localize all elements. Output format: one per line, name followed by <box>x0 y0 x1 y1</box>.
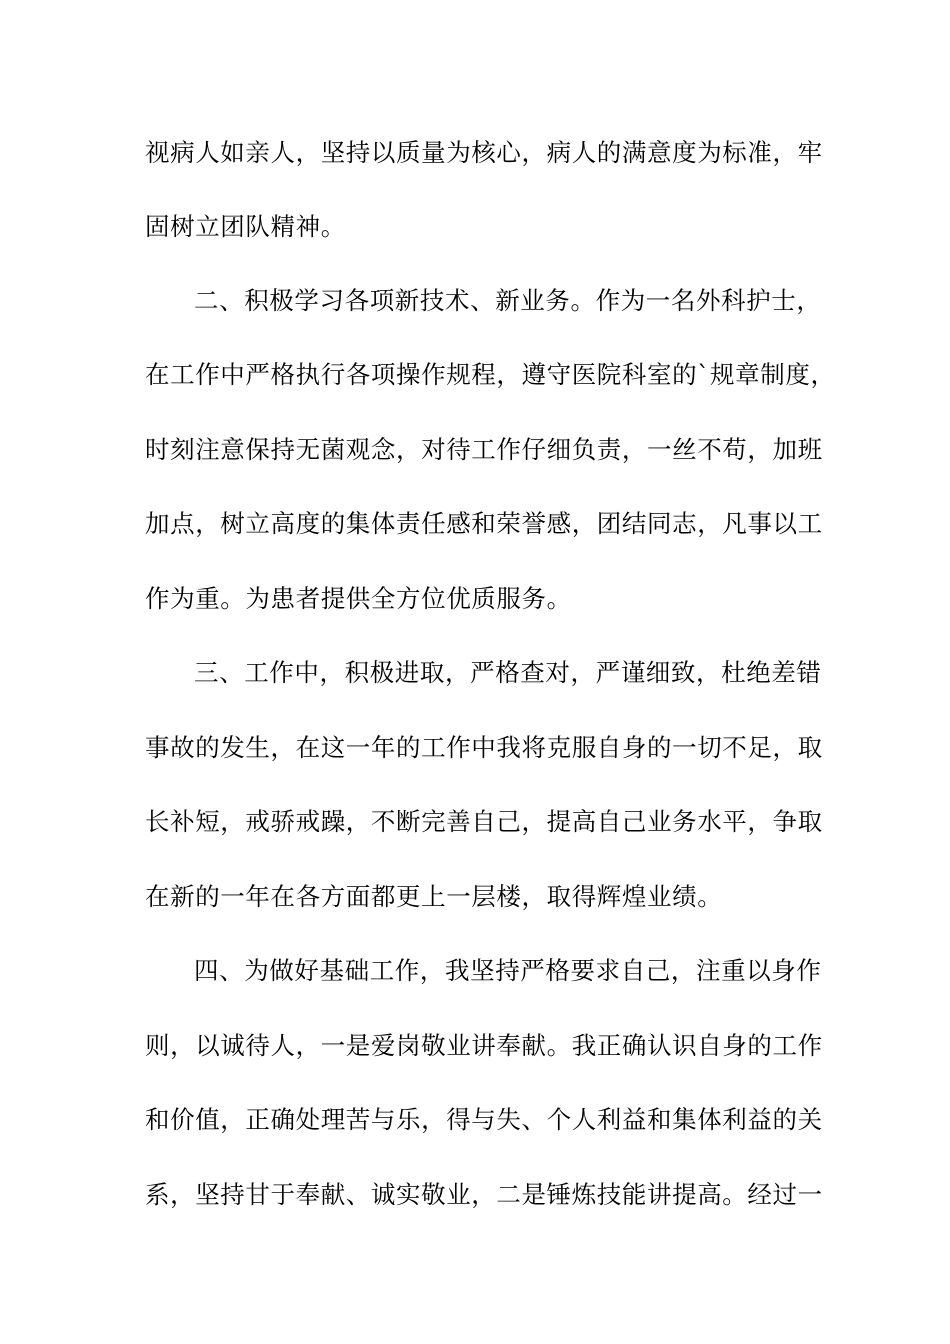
text-line: 加点，树立高度的集体责任感和荣誉感，团结同志，凡事以工 <box>145 509 823 538</box>
text-line: 时刻注意保持无菌观念，对待工作仔细负责，一丝不苟，加班 <box>145 435 823 464</box>
text-line: 事故的发生，在这一年的工作中我将克服自身的一切不足，取 <box>145 733 823 762</box>
text-line: 系，坚持甘于奉献、诚实敬业，二是锤炼技能讲提高。经过一 <box>145 1180 823 1209</box>
text-line: 作为重。为患者提供全方位优质服务。 <box>145 584 572 613</box>
text-line: 在工作中严格执行各项操作规程，遵守医院科室的`规章制度， <box>145 360 836 389</box>
text-line: 和价值，正确处理苦与乐，得与失、个人利益和集体利益的关 <box>145 1105 823 1134</box>
text-line: 长补短，戒骄戒躁，不断完善自己，提高自己业务水平，争取 <box>145 807 823 836</box>
text-line: 视病人如亲人，坚持以质量为核心，病人的满意度为标准，牢 <box>145 138 823 167</box>
paragraph-start-line: 四、为做好基础工作，我坚持严格要求自己，注重以身作 <box>194 956 822 985</box>
text-line: 固树立团队精神。 <box>145 212 346 241</box>
paragraph-start-line: 三、工作中，积极进取，严格查对，严谨细致，杜绝差错 <box>194 658 822 687</box>
text-line: 在新的一年在各方面都更上一层楼，取得辉煌业绩。 <box>145 882 723 911</box>
text-line: 则，以诚待人，一是爱岗敬业讲奉献。我正确认识自身的工作 <box>145 1031 823 1060</box>
paragraph-start-line: 二、积极学习各项新技术、新业务。作为一名外科护士， <box>194 286 822 315</box>
